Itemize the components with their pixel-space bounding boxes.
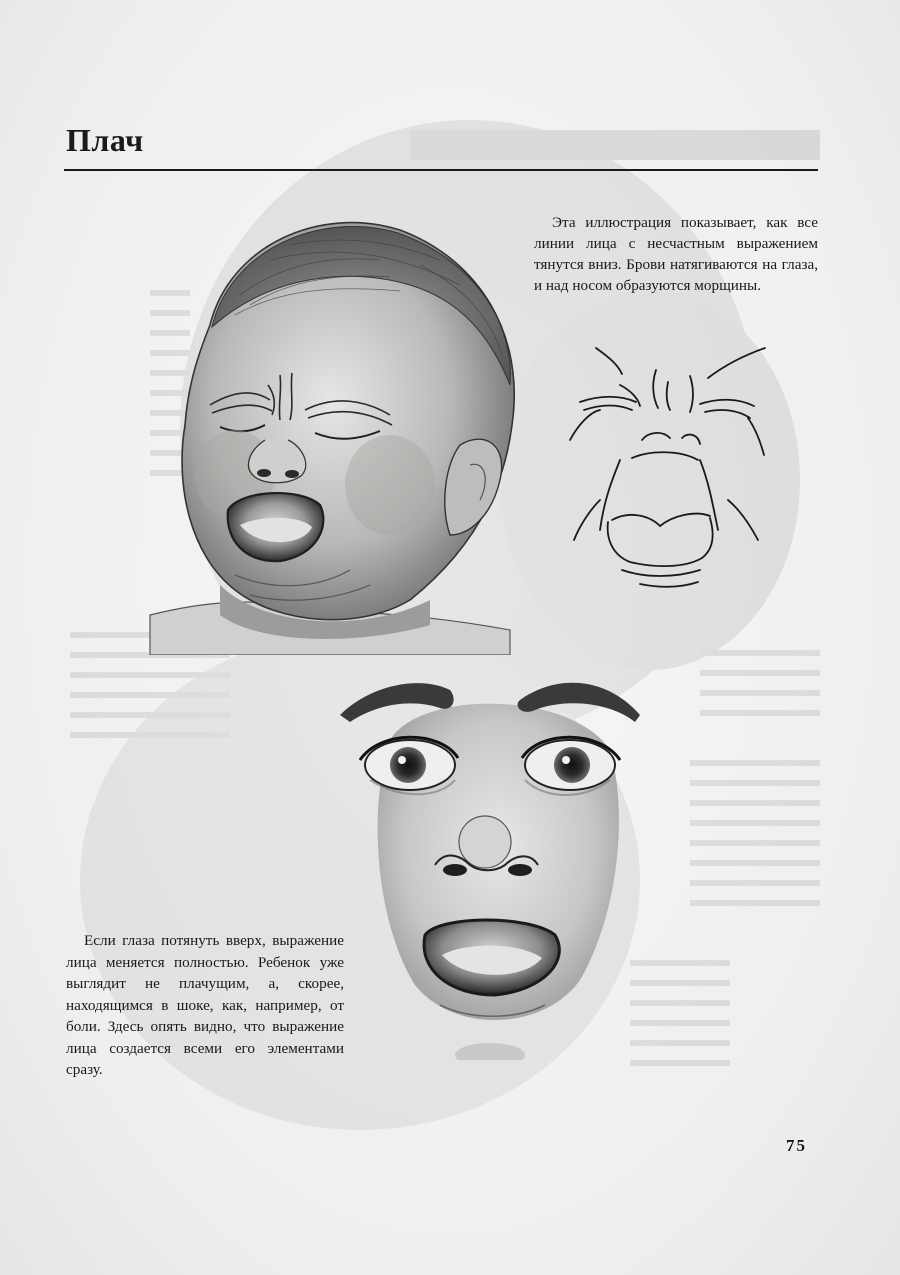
paragraph-bottom: Если глаза потянуть вверх, выражение лица меняется полностью. Ребенок уже выглядит не плачущим, а, скорее, находящимся в шоке, как, например, от боли. Здесь опять видно, что выражение лица создается всеми его элементами сразу. bbox=[66, 932, 344, 1078]
shocked-baby-face-drawing bbox=[330, 660, 660, 1060]
paragraph-top: Эта иллюстрация показывает, как все линии лица с несчастным выражением тянутся вниз. Брови натягиваются на глаза, и над носом образуются морщины. bbox=[534, 214, 818, 294]
crying-baby-drawing bbox=[140, 205, 520, 655]
crying-face-line-sketch bbox=[560, 340, 780, 590]
page-number: 75 bbox=[786, 1136, 807, 1155]
title-rule bbox=[64, 169, 818, 171]
page-title: Плач bbox=[66, 122, 144, 158]
